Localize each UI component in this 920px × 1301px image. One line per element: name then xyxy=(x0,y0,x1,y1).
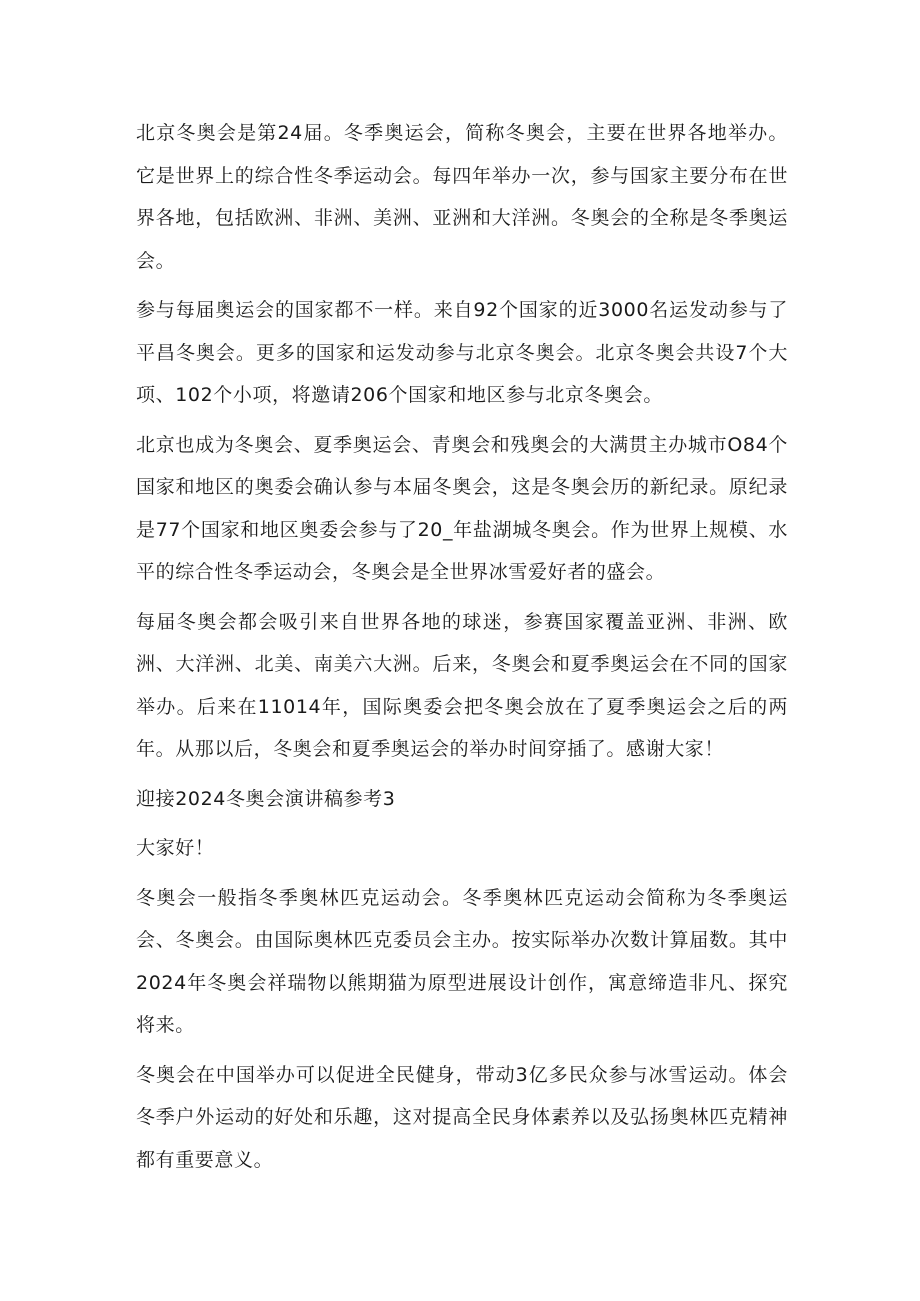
section-title: 迎接2024冬奥会演讲稿参考3 xyxy=(136,787,396,810)
paragraph-6: 冬奥会在中国举办可以促进全民健身，带动3亿多民众参与冰雪运动。体会冬季户外运动的好处和乐趣，这对提高全民身体素养以及弘扬奥林匹克精神都有重要意义。 xyxy=(136,1063,788,1171)
paragraph-5: 冬奥会一般指冬季奥林匹克运动会。冬季奥林匹克运动会简称为冬季奥运会、冬奥会。由国际奥林匹克委员会主办。按实际举办次数计算届数。其中2024年冬奥会祥瑞物以熊期猫为原型进展设计创作，寓意缔造非凡、探究将来。 xyxy=(136,886,788,1036)
paragraph-2: 参与每届奥运会的国家都不一样。来自92个国家的近3000名运发动参与了平昌冬奥会。更多的国家和运发动参与北京冬奥会。北京冬奥会共设7个大项、102个小项，将邀请206个国家和地区参与北京冬奥会。 xyxy=(136,299,788,406)
paragraph-3: 北京也成为冬奥会、夏季奥运会、青奥会和残奥会的大满贯主办城市O84个国家和地区的奥委会确认参与本届冬奥会，这是冬奥会历的新纪录。原纪录是77个国家和地区奥委会参与了20_年盐湖城冬奥会。作为世界上规模、水平的综合性冬季运动会，冬奥会是全世界冰雪爱好者的盛会。 xyxy=(136,433,788,583)
paragraph-1: 北京冬奥会是第24届。冬季奥运会，简称冬奥会，主要在世界各地举办。它是世界上的综合性冬季运动会。每四年举办一次，参与国家主要分布在世界各地，包括欧洲、非洲、美洲、亚洲和大洋洲。冬奥会的全称是冬季奥运会。 xyxy=(136,122,788,272)
paragraph-4: 每届冬奥会都会吸引来自世界各地的球迷，参赛国家覆盖亚洲、非洲、欧洲、大洋洲、北美、南美六大洲。后来，冬奥会和夏季奥运会在不同的国家举办。后来在11014年，国际奥委会把冬奥会放在了夏季奥运会之后的两年。从那以后，冬奥会和夏季奥运会的举办时间穿插了。感谢大家！ xyxy=(136,610,788,760)
document-body xyxy=(136,112,788,1188)
greeting: 大家好！ xyxy=(136,837,215,859)
